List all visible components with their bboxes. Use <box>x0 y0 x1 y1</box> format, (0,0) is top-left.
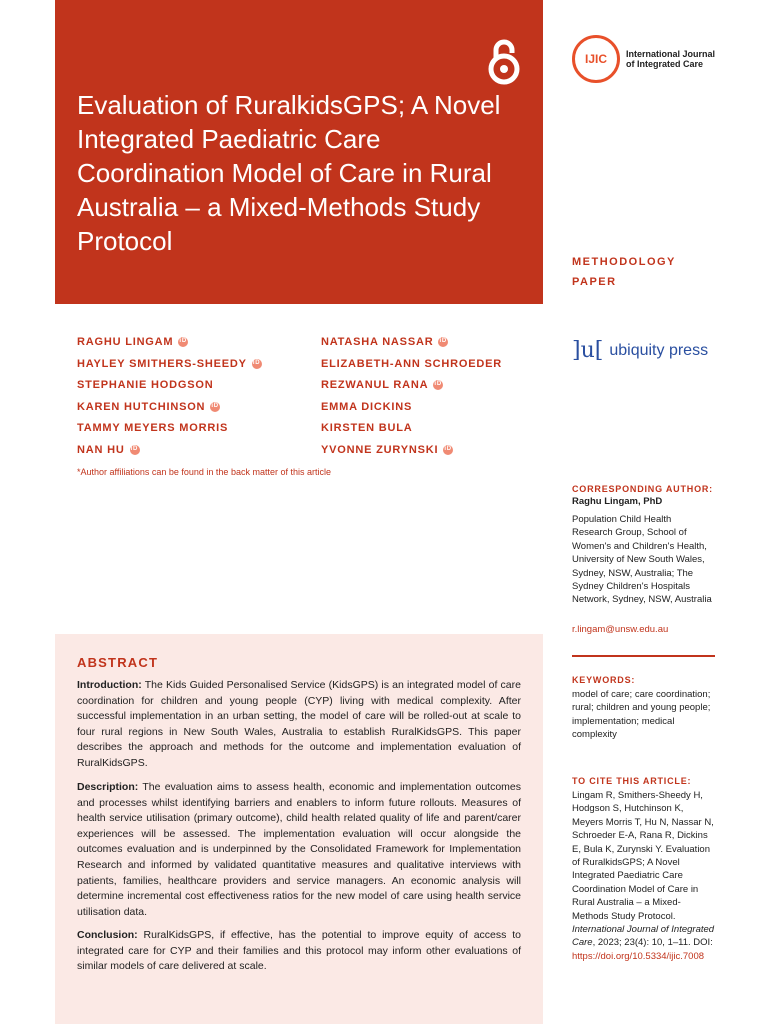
affiliation-note: *Author affiliations can be found in the back matter of this article <box>77 467 331 477</box>
author-name: EMMA DICKINS <box>321 400 413 413</box>
abstract-section <box>55 634 543 1024</box>
author-name[interactable]: KAREN HUTCHINSON iD <box>77 401 220 413</box>
keywords-heading: KEYWORDS: <box>572 675 636 685</box>
corresponding-author-heading: CORRESPONDING AUTHOR: <box>572 484 713 494</box>
abstract-introduction: Introduction: The Kids Guided Personalised Service (KidsGPS) is an integrated model of care coordination for children and young people (CYP) living with medical complexity. After successful implementation in an urban setting, the model of care will be rolled-out at scale to four rural regions in New South Wales, Australia to establish RuralKidsGPS. This paper describes the approach and methods for the outcome and implementation evaluation of RuralKidsGPS. <box>77 679 521 769</box>
orcid-icon[interactable] <box>210 402 220 412</box>
article-title: Evaluation of RuralkidsGPS; A Novel Integrated Paediatric Care Coordination Model of Care in Rural Australia – a Mixed-Methods Study Protocol <box>77 90 501 256</box>
author-name[interactable]: YVONNE ZURYNSKI iD <box>321 444 453 456</box>
citation-heading: TO CITE THIS ARTICLE: <box>572 776 692 786</box>
author-name[interactable]: REZWANUL RANA iD <box>321 379 443 391</box>
publisher-logo <box>572 338 708 363</box>
orcid-icon[interactable] <box>433 380 443 390</box>
corresponding-author-address: Population Child Health Research Group, School of Women's and Children's Health, University of New South Wales, Sydney, NSW, Australia; The Sydney Children's Hospitals Network, Sydney, NSW, Australia <box>572 514 712 606</box>
journal-logo-text: IJIC <box>584 52 607 66</box>
author-name: STEPHANIE HODGSON <box>77 379 214 391</box>
citation-journal: International Journal of Integrated Care <box>572 924 715 949</box>
paper-type-label: METHODOLOGY PAPER <box>572 256 676 288</box>
corresponding-author-name: Raghu Lingam, PhD <box>572 496 663 507</box>
orcid-icon[interactable] <box>438 337 448 347</box>
author-name: KIRSTEN BULA <box>321 422 413 434</box>
journal-logo <box>572 35 718 83</box>
author-name[interactable]: HAYLEY SMITHERS-SHEEDY iD <box>77 358 262 370</box>
abstract-heading: ABSTRACT <box>77 655 159 670</box>
ijic-logo-icon <box>572 35 620 83</box>
author-name: TAMMY MEYERS MORRIS <box>77 422 229 434</box>
citation-text: Lingam R, Smithers-Sheedy H, Hodgson S, Hutchinson K, Meyers Morris T, Hu N, Nassar N, Schroeder E-A, Rana R, Dickins E, Bula K, Zurynski Y. Evaluation of RuralkidsGPS; A Novel Integrated Paediatric Care Coordination Model of Care in Rural Australia – a Mixed-Methods Study Protocol. International Journal of Integrated Care, 2023; 23(4): 10, 1–11. DOI: https://doi.org/10.5334/ijic.7008 <box>572 790 715 962</box>
open-access-lock-icon <box>487 36 521 86</box>
ubiquity-mark-icon: ]u[ <box>572 338 604 363</box>
abstract-description: Description: The evaluation aims to assess health, economic and implementation outcomes and processes whilst identifying barriers and enablers to inform future rollouts. Measures of health service utilisation (primary outcome), child health related quality of life and parent/carer experiences will be assessed. The implementation evaluation will occur alongside the outcomes evaluation and is underpinned by the Consolidated Framework for Implementation Research and informed by validated quantitative measures and qualitative interviews with patients, families, healthcare providers and service managers. An economic analysis will determine incremental cost effectiveness ratios for the new model of care using health service utilisation data. <box>77 781 521 918</box>
author-name: ELIZABETH-ANN SCHROEDER <box>321 357 502 370</box>
author-name[interactable]: NAN HU iD <box>77 444 140 456</box>
doi-link[interactable]: https://doi.org/10.5334/ijic.7008 <box>572 950 705 962</box>
orcid-icon[interactable] <box>443 445 453 455</box>
corresponding-author-email[interactable]: r.lingam@unsw.edu.au <box>572 624 669 635</box>
journal-name: International Journal of Integrated Care <box>626 49 716 69</box>
publisher-name: ubiquity press <box>609 341 709 359</box>
author-name[interactable]: NATASHA NASSAR iD <box>321 336 448 348</box>
orcid-icon[interactable] <box>178 337 188 347</box>
keywords-text: model of care; care coordination; rural; children and young people; implementation; medical complexity <box>572 689 711 741</box>
divider <box>572 655 715 657</box>
orcid-icon[interactable] <box>130 445 140 455</box>
author-name[interactable]: RAGHU LINGAM iD <box>77 336 188 348</box>
title-banner <box>55 0 543 304</box>
abstract-conclusion: Conclusion: RuralKidsGPS, if effective, has the potential to improve equity of access to integrated care for CYP and their families and this protocol may inform other evaluations of similar models of care delivered at scale. <box>77 929 521 973</box>
orcid-icon[interactable] <box>252 359 262 369</box>
